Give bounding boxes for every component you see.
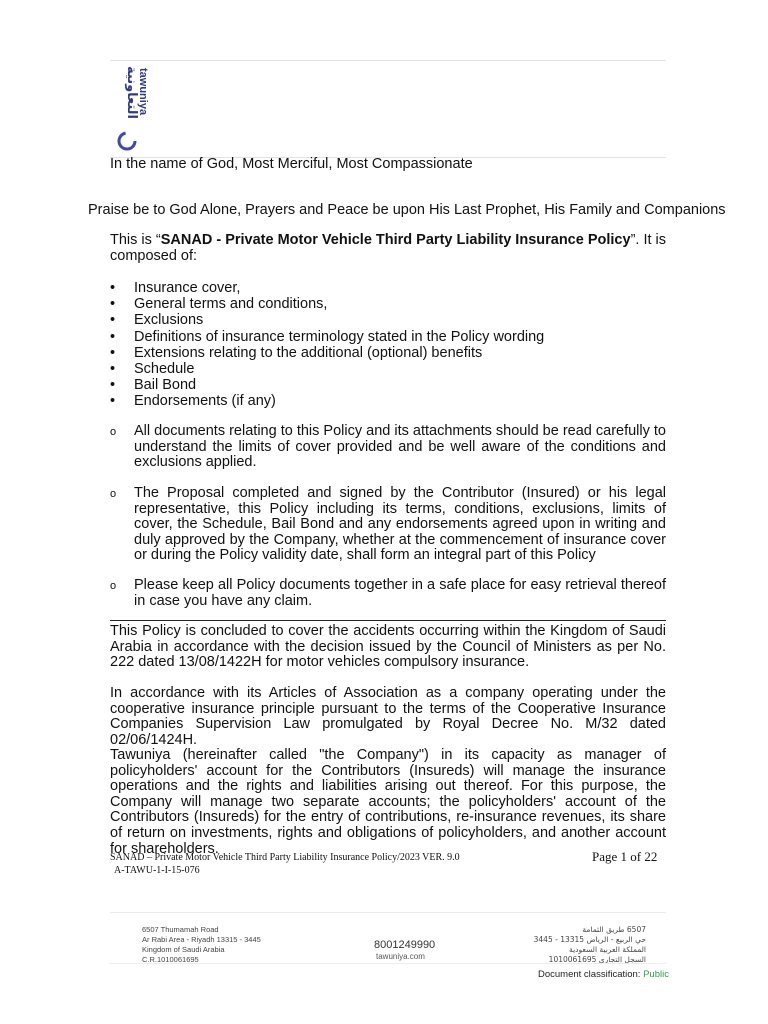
intro-suffix: ”. It is composed of: (110, 232, 667, 264)
note-text: Please keep all Policy documents together in a safe place for easy retrieval thereof in case you have any claim. (134, 577, 666, 609)
body-paragraph-3: Tawuniya (hereinafter called "the Company") in its capacity as manager of policyholders' account for the Contributors (Insureds) will manage the insurance operations and the rights and liabilities arising out thereof. For this purpose, the Company will manage two separate accounts; the policyholders' account of the Contributors (Insureds) for the entry of contributions, re-insurance revenues, its share of return on investments, rights and obligations of policyholders, and another account for shareholders. (110, 747, 666, 857)
address-line: 6507 Thumamah Road (142, 925, 219, 934)
intro-prefix: This is “ (110, 232, 161, 248)
address-line: C.R.1010061695 (142, 955, 199, 964)
circle-bullet-icon: o (110, 426, 117, 438)
components-list (110, 280, 666, 410)
note-text: All documents relating to this Policy and its attachments should be read carefully to understand the limits of cover provided and be well aware of the conditions and exclusions applied. (134, 423, 666, 471)
website-link[interactable]: tawuniya.com (376, 952, 425, 961)
praise-line: Praise be to God Alone, Prayers and Peace be upon His Last Prophet, His Family and Companions (88, 202, 726, 218)
note-text: The Proposal completed and signed by the Contributor (Insured) or his legal representative, this Policy including its terms, conditions, exclusions, limits of cover, the Schedule, Bail Bond and any endorsements agreed upon in writing and duly approved by the Company, whether at the commencement of insurance cover or during the Policy validity date, shall form an integral part of this Policy (134, 485, 666, 564)
section-divider (110, 620, 666, 621)
list-item: • Bail Bond (110, 377, 666, 393)
circle-bullet-icon: o (110, 488, 117, 500)
document-title-footer: SANAD – Private Motor Vehicle Third Party Liability Insurance Policy/2023 VER. 9.0 (110, 852, 460, 863)
address-line: 6507 طريق الثمامة (582, 925, 646, 934)
intro-policy-name: SANAD - Private Motor Vehicle Third Party Liability Insurance Policy (160, 232, 631, 248)
invocation-line: In the name of God, Most Merciful, Most Compassionate (110, 156, 473, 172)
list-item: • General terms and conditions, (110, 296, 666, 312)
address-line: المملكة العربية السعودية (569, 945, 646, 954)
list-item: • Endorsements (if any) (110, 393, 666, 409)
address-english (142, 925, 261, 965)
address-line: السجل التجاري 1010061695 (548, 955, 646, 964)
body-paragraph-2: In accordance with its Articles of Association as a company operating under the cooperative insurance principle pursuant to the terms of the Cooperative Insurance Companies Supervision Law promulgated by Royal Decree No. M/32 dated 02/06/1424H. (110, 685, 666, 748)
note-item (110, 424, 666, 471)
classification-label: Document classification: (538, 969, 641, 980)
logo-latin-text: tawuniya (137, 68, 149, 116)
note-item (110, 578, 666, 609)
list-item: • Definitions of insurance terminology stated in the Policy wording (110, 329, 666, 345)
note-item (110, 486, 666, 564)
footer-divider (110, 912, 666, 913)
address-arabic (516, 925, 646, 965)
page-number: Page 1 of 22 (592, 849, 658, 864)
logo-arabic-text: التعاونية (124, 66, 139, 120)
circle-bullet-icon: o (110, 580, 117, 592)
classification-value: Public (643, 969, 669, 980)
address-line: حي الربيع - الرياض 13315 - 3445 (533, 935, 646, 944)
address-line: Kingdom of Saudi Arabia (142, 945, 225, 954)
header-box (110, 60, 666, 158)
tawuniya-logo (116, 64, 150, 154)
list-item: • Exclusions (110, 312, 666, 328)
document-code: A-TAWU-1-I-15-076 (114, 865, 200, 876)
address-line: Ar Rabi Area - Riyadh 13315 - 3445 (142, 935, 261, 944)
document-classification (538, 969, 669, 980)
policy-intro (110, 233, 666, 264)
list-item: • Extensions relating to the additional (optional) benefits (110, 345, 666, 361)
list-item: • Insurance cover, (110, 280, 666, 296)
phone-number: 8001249990 (374, 939, 436, 951)
footer-divider (110, 963, 666, 964)
body-paragraph-1: This Policy is concluded to cover the accidents occurring within the Kingdom of Saudi Arabia in accordance with the decision issued by the Council of Ministers as per No. 222 dated 13/08/1422H for motor vehicles compulsory insurance. (110, 623, 666, 671)
list-item: • Schedule (110, 361, 666, 377)
